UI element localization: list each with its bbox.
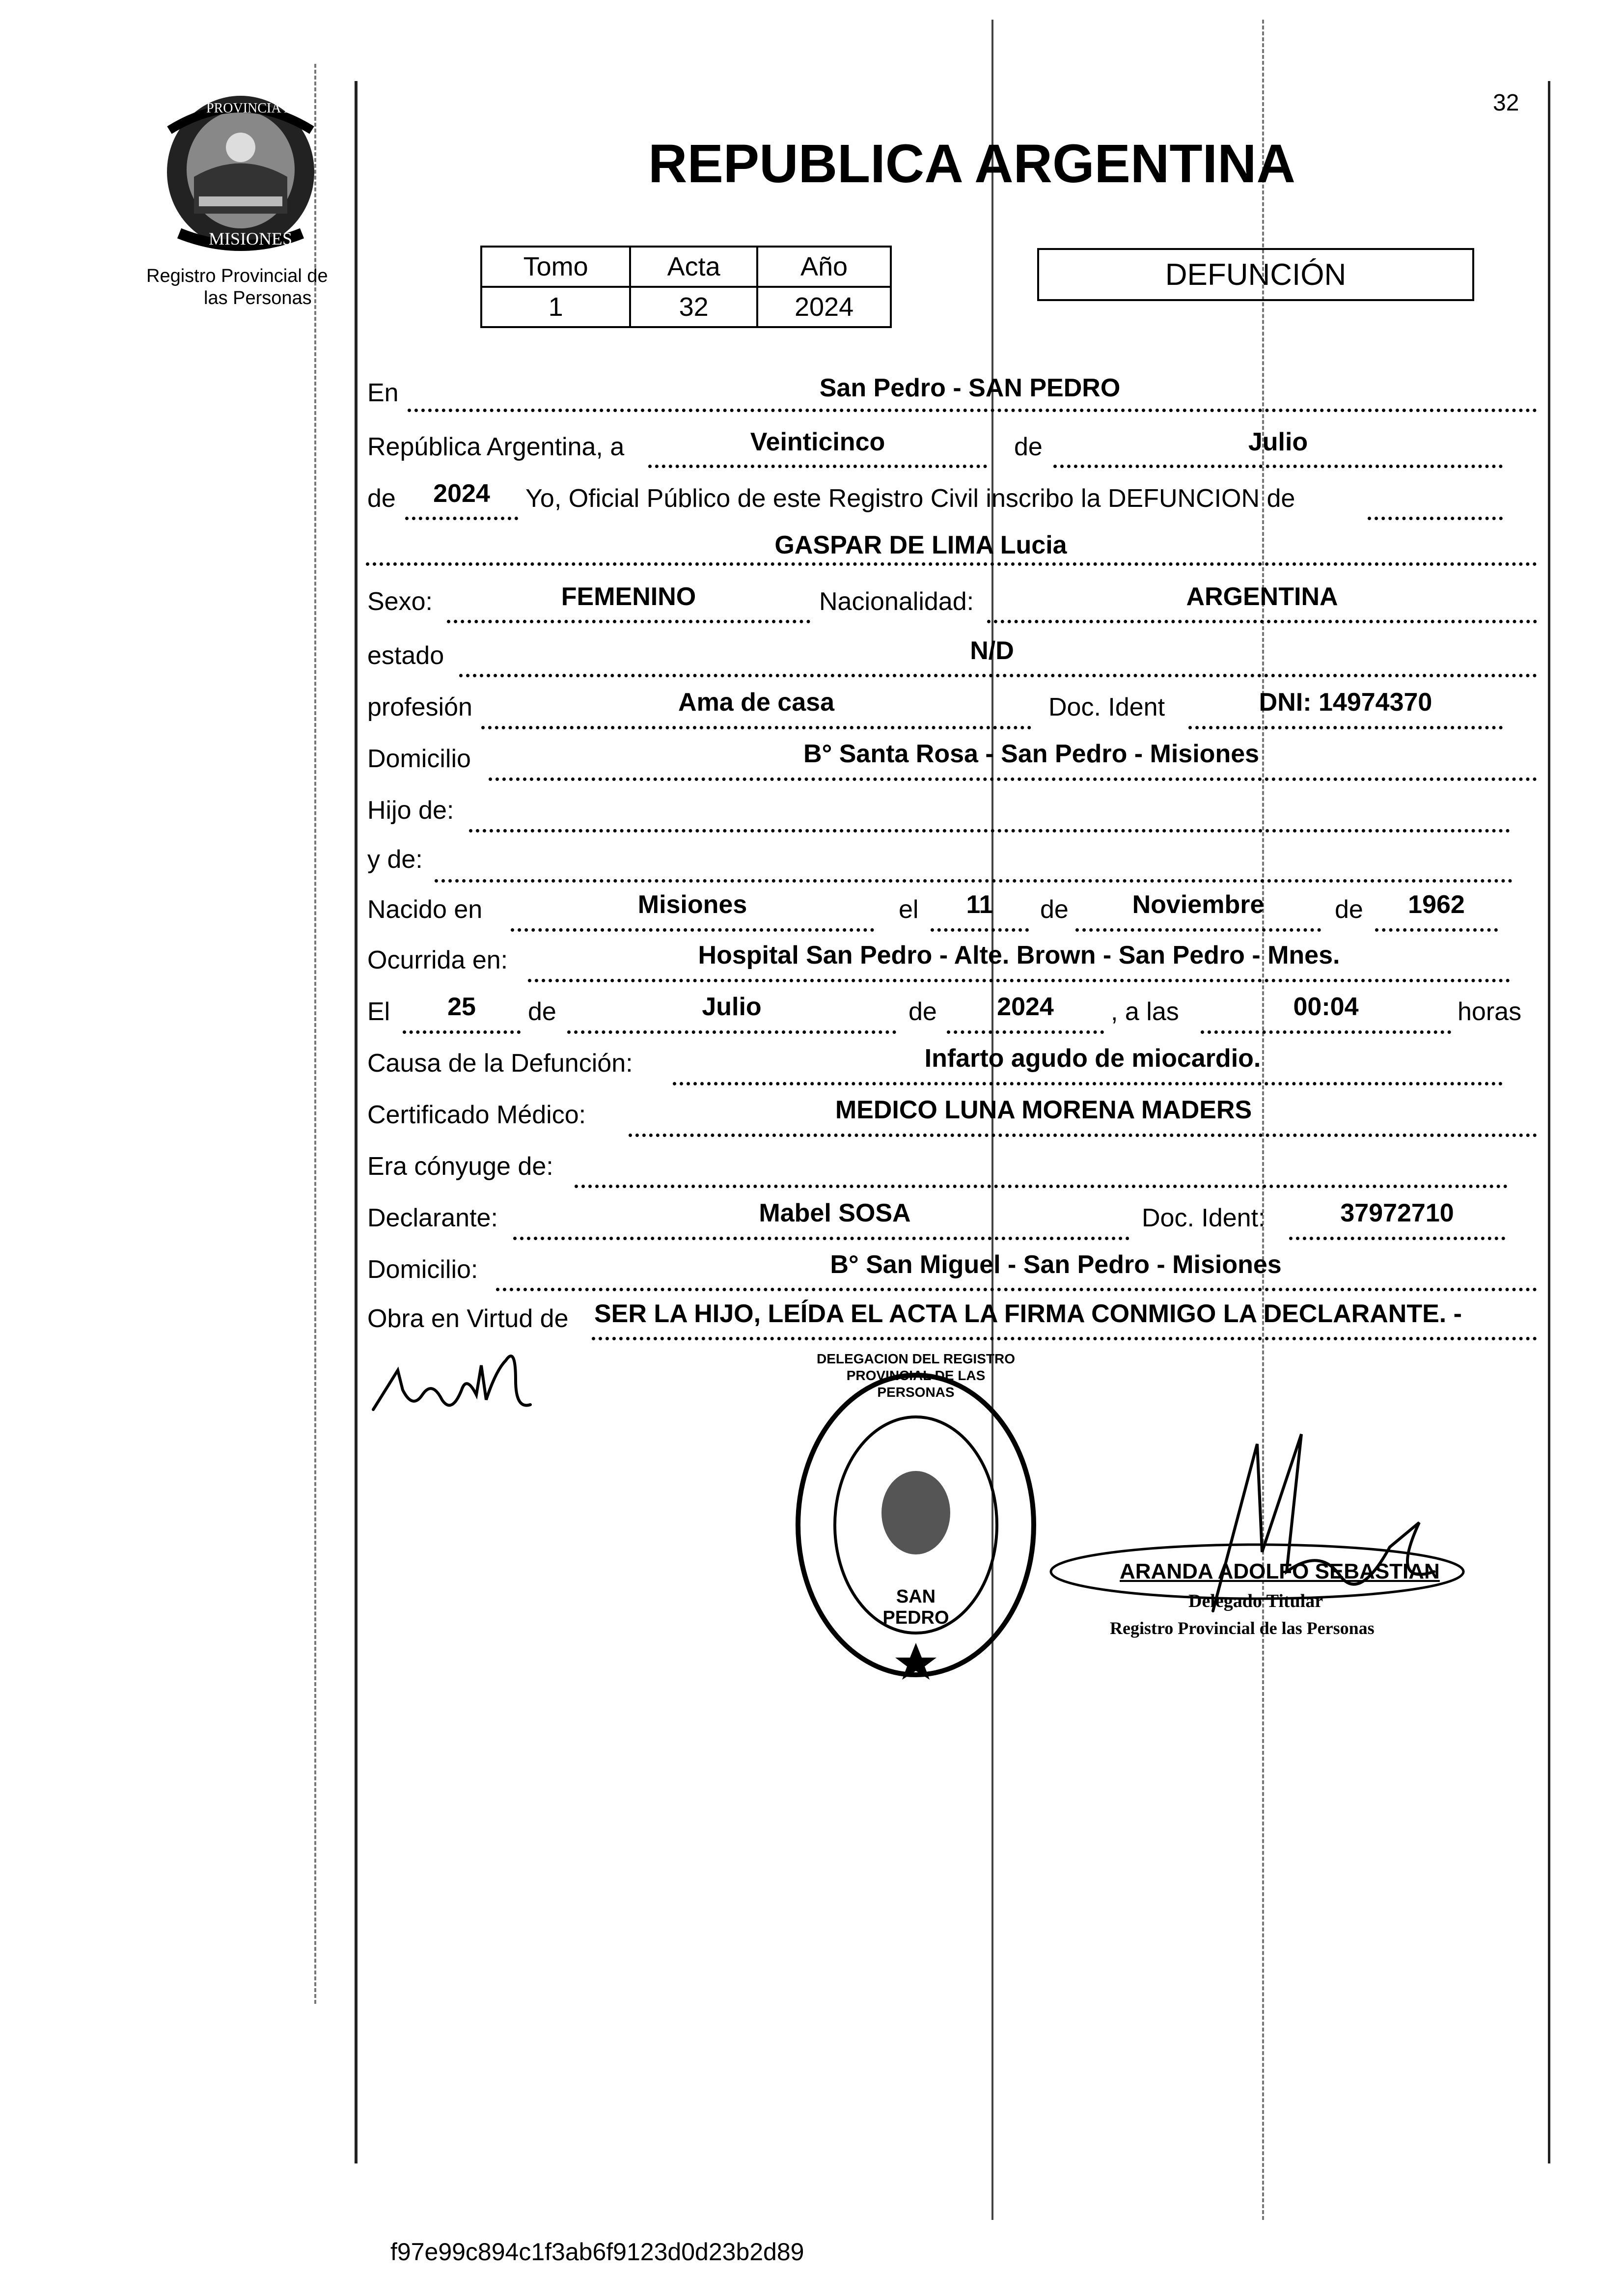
record-type-box (1037, 248, 1474, 301)
nacido-dia-dots (931, 928, 1029, 932)
country-title: REPUBLICA ARGENTINA (648, 134, 1295, 194)
table-value-anio: 2024 (757, 287, 891, 327)
margin-dots-left (314, 64, 316, 2004)
declarant-signature (368, 1341, 535, 1427)
footer-hash: f97e99c894c1f3ab6f9123d0d23b2d89 (390, 2238, 804, 2266)
nacionalidad-dots (987, 620, 1537, 623)
domicilio-label-2: Domicilio: (367, 1255, 478, 1284)
official-title: Delegado Titular (1188, 1591, 1323, 1611)
official-office: Registro Provincial de las Personas (1110, 1618, 1375, 1638)
obra-label: Obra en Virtud de (367, 1304, 569, 1333)
ocurrida-dots (528, 979, 1510, 982)
sexo-value: FEMENINO (561, 582, 696, 611)
statement-text: Yo, Oficial Público de este Registro Civil inscribo la DEFUNCION de (525, 484, 1295, 513)
muerte-dia-dots (403, 1030, 521, 1034)
certificado-value: MEDICO LUNA MORENA MADERS (835, 1096, 1252, 1124)
de-label-3: de (1335, 895, 1363, 924)
stamp-text: DELEGACION DEL REGISTRO PROVINCIAL DE LAS PERSONAS (817, 1351, 1015, 1400)
muerte-dia-value: 25 (447, 993, 476, 1021)
name-dots (366, 562, 1537, 566)
certificado-dots (629, 1134, 1537, 1137)
stamp-bottom-text: SAN PEDRO (882, 1586, 949, 1628)
obra-dots (592, 1337, 1537, 1340)
conyuge-dots (575, 1185, 1508, 1188)
domicilio-value: B° Santa Rosa - San Pedro - Misiones (803, 740, 1260, 768)
doc-label: Doc. Ident (1048, 693, 1165, 721)
declarante-dots (513, 1237, 1129, 1240)
declarante-label: Declarante: (367, 1204, 498, 1232)
nacido-lugar-value: Misiones (637, 890, 747, 919)
declarante-value: Mabel SOSA (759, 1199, 911, 1227)
nacido-lugar-dots (511, 928, 874, 932)
place-value: San Pedro - SAN PEDRO (819, 374, 1121, 402)
yde-label: y de: (367, 845, 423, 874)
page-number: 32 (1493, 90, 1519, 116)
declarante-domicilio-dots (496, 1288, 1537, 1291)
doc-label-2: Doc. Ident: (1142, 1204, 1266, 1232)
month-value: Julio (1248, 428, 1308, 456)
right-border-line (1548, 81, 1550, 2163)
domicilio-dots (489, 777, 1537, 781)
declarante-doc-value: 37972710 (1340, 1199, 1454, 1227)
hijo-dots (469, 829, 1510, 832)
estado-label: estado (367, 641, 444, 670)
official-stamp (793, 1351, 1039, 1680)
causa-dots (673, 1082, 1503, 1085)
causa-label: Causa de la Defunción: (367, 1049, 633, 1078)
table-value-tomo: 1 (481, 287, 630, 327)
estado-value: N/D (970, 637, 1014, 665)
table-header-tomo: Tomo (481, 247, 630, 287)
day-words-value: Veinticinco (750, 428, 885, 456)
nacionalidad-label: Nacionalidad: (819, 587, 974, 616)
declarante-doc-dots (1289, 1237, 1505, 1240)
deceased-name-value: GASPAR DE LIMA Lucia (774, 531, 1067, 559)
de-label-5: de (908, 997, 937, 1026)
muerte-mes-value: Julio (702, 993, 762, 1021)
table-value-acta: 32 (630, 287, 757, 327)
doc-value: DNI: 14974370 (1259, 688, 1432, 717)
de-label-4: de (528, 997, 556, 1026)
province-emblem (160, 91, 322, 253)
estado-dots (459, 674, 1537, 677)
republica-label: República Argentina, a (367, 433, 625, 461)
nacionalidad-value: ARGENTINA (1186, 582, 1338, 611)
day-dots (648, 465, 987, 468)
declarante-domicilio-value: B° San Miguel - San Pedro - Misiones (830, 1250, 1282, 1279)
en-label: En (367, 379, 399, 407)
en-dots (408, 409, 1537, 412)
registry-line1: Registro Provincial de (146, 266, 328, 286)
el-label: el (899, 895, 919, 924)
doc-dots (1188, 726, 1503, 729)
nacido-dia-value: 11 (966, 890, 993, 919)
year-value: 2024 (433, 479, 490, 508)
table-header-acta: Acta (630, 247, 757, 287)
record-type: DEFUNCIÓN (1165, 257, 1347, 292)
de-label-2: de (1040, 895, 1069, 924)
profesion-value: Ama de casa (678, 688, 834, 717)
certificado-label: Certificado Médico: (367, 1101, 586, 1129)
domicilio-label: Domicilio (367, 745, 471, 773)
table-header-anio: Año (757, 247, 891, 287)
official-name: ARANDA ADOLFO SEBASTIAN (1120, 1559, 1440, 1583)
de-label-1: de (1014, 433, 1043, 461)
alas-label: , a las (1111, 997, 1179, 1026)
statement-dots (1368, 517, 1503, 520)
sexo-label: Sexo: (367, 587, 433, 616)
sexo-dots (447, 620, 810, 623)
el-label-2: El (367, 997, 390, 1026)
emblem-bottom-text: MISIONES (209, 229, 293, 249)
nacido-label: Nacido en (367, 895, 483, 924)
month-dots (1053, 465, 1503, 468)
nacido-anio-value: 1962 (1408, 890, 1465, 919)
nacido-anio-dots (1375, 928, 1498, 932)
conyuge-label: Era cónyuge de: (367, 1152, 553, 1181)
nacido-mes-value: Noviembre (1132, 890, 1265, 919)
nacido-mes-dots (1075, 928, 1321, 932)
year-dots (405, 517, 518, 520)
profesion-dots (481, 726, 1031, 729)
hijo-label: Hijo de: (367, 796, 454, 825)
record-table (480, 246, 892, 328)
registry-line2: las Personas (204, 288, 312, 308)
muerte-anio-dots (947, 1030, 1104, 1034)
causa-value: Infarto agudo de miocardio. (924, 1044, 1261, 1073)
emblem-top-text: PROVINCIA DE (206, 101, 303, 116)
obra-value: SER LA HIJO, LEÍDA EL ACTA LA FIRMA CONMIGO LA DECLARANTE. - (594, 1300, 1462, 1328)
hora-dots (1201, 1030, 1451, 1034)
left-border-line (355, 81, 358, 2163)
muerte-anio-value: 2024 (997, 993, 1054, 1021)
year-prefix-label: de (367, 484, 396, 513)
muerte-mes-dots (567, 1030, 896, 1034)
yde-dots (435, 879, 1513, 883)
hora-value: 00:04 (1293, 993, 1359, 1021)
profesion-label: profesión (367, 693, 472, 721)
horas-label: horas (1458, 997, 1522, 1026)
ocurrida-label: Ocurrida en: (367, 946, 508, 974)
ocurrida-value: Hospital San Pedro - Alte. Brown - San Pedro - Mnes. (698, 941, 1340, 970)
